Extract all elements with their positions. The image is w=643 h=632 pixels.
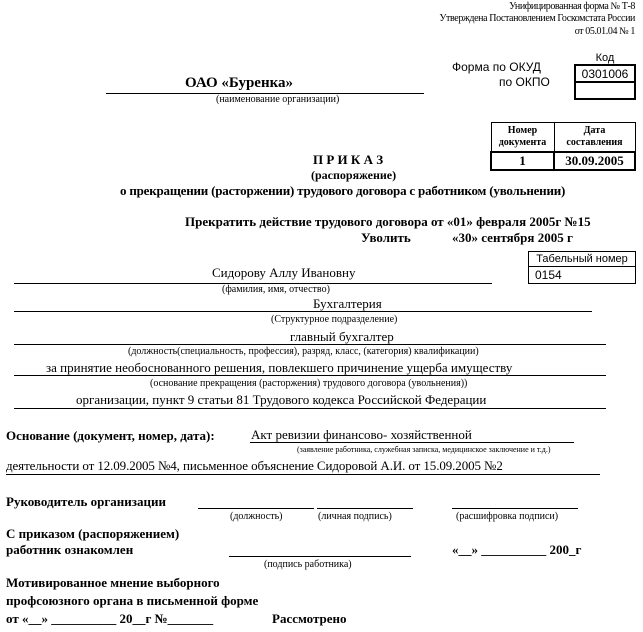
basis-underline-2 [6, 474, 600, 475]
reason-caption: (основание прекращения (расторжения) трудового договора (увольнения)) [150, 378, 468, 389]
approval-date-line: от 05.01.04 № 1 [574, 26, 635, 37]
doc-table [490, 122, 636, 171]
organization-name: ОАО «Буренка» [185, 75, 294, 91]
ack-line-2: работник ознакомлен [6, 542, 134, 557]
head-signature-line [317, 508, 413, 509]
head-position-line [198, 508, 314, 509]
terminate-line: Прекратить действие трудового договора от «01» февраля 2005г №15 [185, 214, 591, 229]
reason-underline-2 [14, 408, 606, 409]
department-value: Бухгалтерия [313, 296, 382, 311]
okud-label: Форма по ОКУД [452, 60, 541, 74]
approval-line: Утверждена Постановлением Госкомстата России [439, 13, 635, 24]
employee-name: Сидорову Аллу Ивановну [212, 265, 356, 280]
basis-value-1: Акт ревизии финансово- хозяйственной [251, 427, 472, 442]
union-line-2: профсоюзного органа в письменной форме [6, 593, 259, 608]
doc-number-header: Номер документа [491, 123, 554, 153]
reason-line-1: за принятие необоснованного решения, повлекшего причинение ущерба имуществу [46, 360, 513, 375]
code-table [574, 52, 636, 100]
organization-caption: (наименование организации) [216, 94, 340, 105]
dismiss-label: Уволить [361, 230, 411, 245]
tab-number-table [528, 251, 636, 284]
basis-value-2: деятельности от 12.09.2005 №4, письменное объяснение Сидоровой А.И. от 15.09.2005 №2 [6, 458, 503, 473]
form-number-line: Унифицированная форма № Т-8 [509, 1, 635, 12]
union-date-line: от «__» __________ 20__г №_______ [6, 611, 214, 626]
employee-name-caption: (фамилия, имя, отчество) [222, 284, 330, 295]
department-caption: (Структурное подразделение) [271, 314, 398, 325]
position-caption: (должность(специальность, профессия), разряд, класс, (категория) квалификации) [128, 346, 479, 357]
head-label: Руководитель организации [6, 494, 166, 509]
doc-date-header: Дата составления [554, 123, 635, 153]
employee-signature-line [229, 556, 411, 557]
position-caption: (должность) [230, 511, 283, 522]
union-line-1: Мотивированное мнение выборного [6, 575, 220, 590]
order-subtitle: (распоряжение) [311, 168, 397, 182]
signature-caption: (личная подпись) [318, 511, 392, 522]
order-subject: о прекращении (расторжении) трудового договора с работником (увольнении) [120, 183, 566, 198]
reason-line-2: организации, пункт 9 статьи 81 Трудового кодекса Российской Федерации [76, 392, 487, 407]
doc-number-value: 1 [491, 152, 554, 170]
basis-label: Основание (документ, номер, дата): [6, 428, 215, 443]
ack-line-1: С приказом (распоряжением) [6, 526, 180, 541]
basis-underline-1 [250, 442, 574, 443]
okpo-value [575, 82, 635, 99]
position-value: главный бухгалтер [290, 329, 394, 344]
tab-number-value: 0154 [529, 267, 636, 284]
dismiss-date: «30» сентября 2005 г [452, 230, 573, 245]
position-underline [14, 344, 606, 345]
doc-date-value: 30.09.2005 [554, 152, 635, 170]
order-title: П Р И К А З [313, 152, 384, 167]
head-decode-line [452, 508, 578, 509]
okpo-label: по ОКПО [499, 75, 550, 89]
union-reviewed: Рассмотрено [272, 611, 347, 626]
tab-number-header: Табельный номер [529, 252, 636, 267]
employee-signature-caption: (подпись работника) [264, 559, 352, 570]
okud-value: 0301006 [575, 65, 635, 82]
reason-underline-1 [14, 375, 606, 376]
department-underline [14, 311, 592, 312]
ack-date: «__» __________ 200_г [452, 542, 582, 557]
decode-caption: (расшифровка подписи) [456, 511, 559, 522]
code-header: Код [575, 52, 635, 65]
basis-caption: (заявление работника, служебная записка, медицинское заключение и т.д.) [297, 445, 551, 454]
